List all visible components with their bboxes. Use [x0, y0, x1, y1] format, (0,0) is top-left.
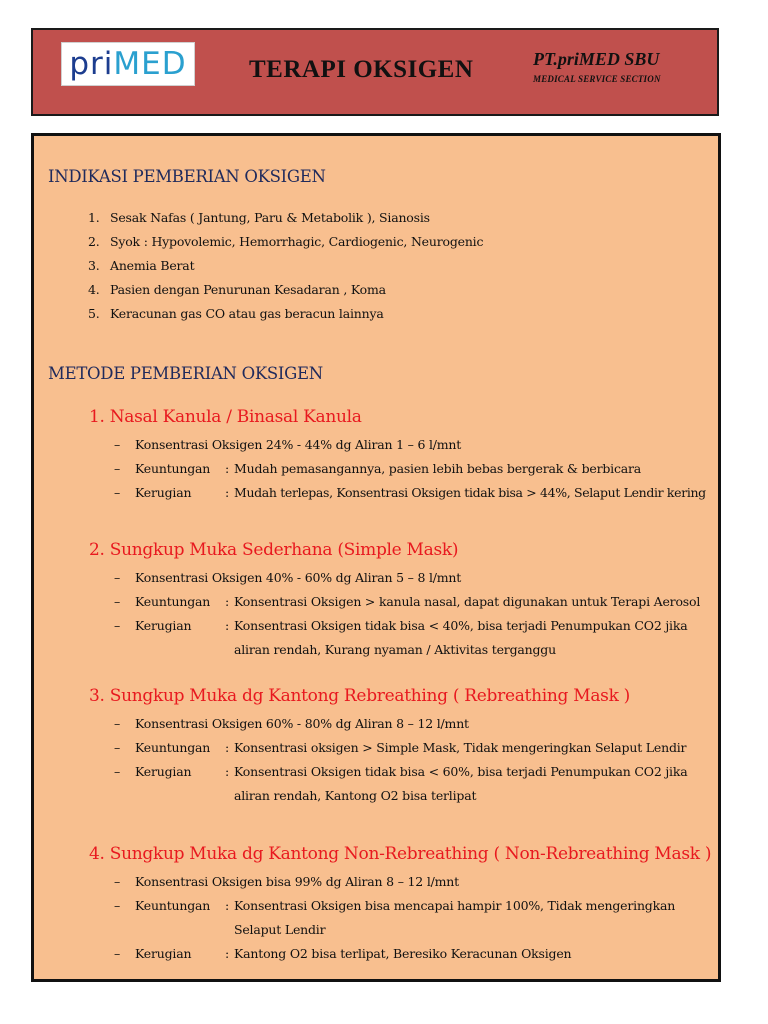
item-text: Sesak Nafas ( Jantung, Paru & Metabolik ), Sianosis	[110, 210, 430, 225]
item-text: Syok : Hypovolemic, Hemorrhagic, Cardiogenic, Neurogenic	[110, 234, 484, 249]
method-title: 4. Sungkup Muka dg Kantong Non-Rebreathing ( Non-Rebreathing Mask )	[89, 844, 712, 864]
list-item	[88, 206, 708, 230]
keuntungan-label: Keuntungan	[135, 461, 211, 476]
bullet-dash: –	[114, 716, 121, 731]
list-item	[88, 278, 708, 302]
bullet-dash: –	[114, 485, 121, 500]
kerugian-row	[89, 942, 719, 966]
method-title: 3. Sungkup Muka dg Kantong Rebreathing ( Rebreathing Mask )	[89, 686, 631, 706]
keuntungan-label: Keuntungan	[135, 594, 211, 609]
company-name: PT.priMED SBU	[533, 49, 660, 69]
method-simple-mask	[89, 540, 719, 662]
keuntungan-label: Keuntungan	[135, 740, 211, 755]
kerugian-text: Konsentrasi Oksigen tidak bisa < 60%, bisa terjadi Penumpukan CO2 jika aliran rendah, Kantong O2 bisa terlipat	[234, 764, 688, 803]
keuntungan-row	[89, 736, 719, 760]
item-number: 3.	[88, 258, 100, 273]
konsentrasi-row	[89, 566, 719, 590]
konsentrasi-text: Konsentrasi Oksigen 24% - 44% dg Aliran 1 – 6 l/mnt	[135, 437, 462, 452]
bullet-dash: –	[114, 764, 121, 779]
konsentrasi-row	[89, 433, 719, 457]
konsentrasi-text: Konsentrasi Oksigen 60% - 80% dg Aliran 8 – 12 l/mnt	[135, 716, 469, 731]
kerugian-label: Kerugian	[135, 485, 192, 500]
kerugian-row	[89, 760, 719, 808]
indikasi-list	[88, 206, 708, 326]
bullet-dash: –	[114, 461, 121, 476]
konsentrasi-row	[89, 712, 719, 736]
kerugian-text: Konsentrasi Oksigen tidak bisa < 40%, bisa terjadi Penumpukan CO2 jika aliran rendah, Kurang nyaman / Aktivitas terganggu	[234, 618, 688, 657]
kerugian-text: Kantong O2 bisa terlipat, Beresiko Keracunan Oksigen	[234, 946, 572, 961]
indikasi-heading: INDIKASI PEMBERIAN OKSIGEN	[48, 167, 326, 186]
bullet-dash: –	[114, 946, 121, 961]
colon: :	[225, 618, 230, 633]
item-number: 1.	[88, 210, 100, 225]
keuntungan-row	[89, 894, 719, 942]
section-name: MEDICAL SERVICE SECTION	[533, 74, 661, 84]
keuntungan-label: Keuntungan	[135, 898, 211, 913]
bullet-dash: –	[114, 874, 121, 889]
bullet-dash: –	[114, 437, 121, 452]
keuntungan-text: Konsentrasi oksigen > Simple Mask, Tidak mengeringkan Selaput Lendir	[234, 740, 687, 755]
item-number: 5.	[88, 306, 100, 321]
bullet-dash: –	[114, 594, 121, 609]
list-item	[88, 302, 708, 326]
document-title: TERAPI OKSIGEN	[249, 56, 474, 83]
method-title: 1. Nasal Kanula / Binasal Kanula	[89, 407, 362, 427]
bullet-dash: –	[114, 898, 121, 913]
bullet-dash: –	[114, 618, 121, 633]
colon: :	[225, 764, 230, 779]
header-banner	[31, 28, 719, 116]
konsentrasi-text: Konsentrasi Oksigen bisa 99% dg Aliran 8 – 12 l/mnt	[135, 874, 459, 889]
kerugian-text: Mudah terlepas, Konsentrasi Oksigen tidak bisa > 44%, Selaput Lendir kering	[234, 485, 706, 500]
kerugian-row	[89, 481, 719, 505]
colon: :	[225, 740, 230, 755]
method-nasal-kanula	[89, 407, 719, 505]
konsentrasi-row	[89, 870, 719, 894]
list-item	[88, 230, 708, 254]
colon: :	[225, 594, 230, 609]
kerugian-label: Kerugian	[135, 946, 192, 961]
item-number: 4.	[88, 282, 100, 297]
keuntungan-row	[89, 590, 719, 614]
colon: :	[225, 946, 230, 961]
keuntungan-text: Mudah pemasangannya, pasien lebih bebas bergerak & berbicara	[234, 461, 642, 476]
colon: :	[225, 485, 230, 500]
bullet-dash: –	[114, 570, 121, 585]
kerugian-label: Kerugian	[135, 764, 192, 779]
method-title: 2. Sungkup Muka Sederhana (Simple Mask)	[89, 540, 459, 560]
content-panel	[31, 133, 721, 982]
keuntungan-text: Konsentrasi Oksigen bisa mencapai hampir 100%, Tidak mengeringkan Selaput Lendir	[234, 898, 676, 937]
item-text: Anemia Berat	[110, 258, 195, 273]
method-non-rebreathing-mask	[89, 844, 719, 966]
list-item	[88, 254, 708, 278]
primed-logo	[61, 42, 195, 86]
method-rebreathing-mask	[89, 686, 719, 808]
item-number: 2.	[88, 234, 100, 249]
keuntungan-row	[89, 457, 719, 481]
item-text: Pasien dengan Penurunan Kesadaran , Koma	[110, 282, 386, 297]
metode-heading: METODE PEMBERIAN OKSIGEN	[48, 364, 323, 383]
keuntungan-text: Konsentrasi Oksigen > kanula nasal, dapat digunakan untuk Terapi Aerosol	[234, 594, 701, 609]
bullet-dash: –	[114, 740, 121, 755]
colon: :	[225, 898, 230, 913]
item-text: Keracunan gas CO atau gas beracun lainnya	[110, 306, 384, 321]
kerugian-label: Kerugian	[135, 618, 192, 633]
konsentrasi-text: Konsentrasi Oksigen 40% - 60% dg Aliran 5 – 8 l/mnt	[135, 570, 462, 585]
logo-pri-text: pri	[69, 46, 114, 82]
colon: :	[225, 461, 230, 476]
kerugian-row	[89, 614, 719, 662]
logo-med-text: MED	[113, 46, 187, 82]
